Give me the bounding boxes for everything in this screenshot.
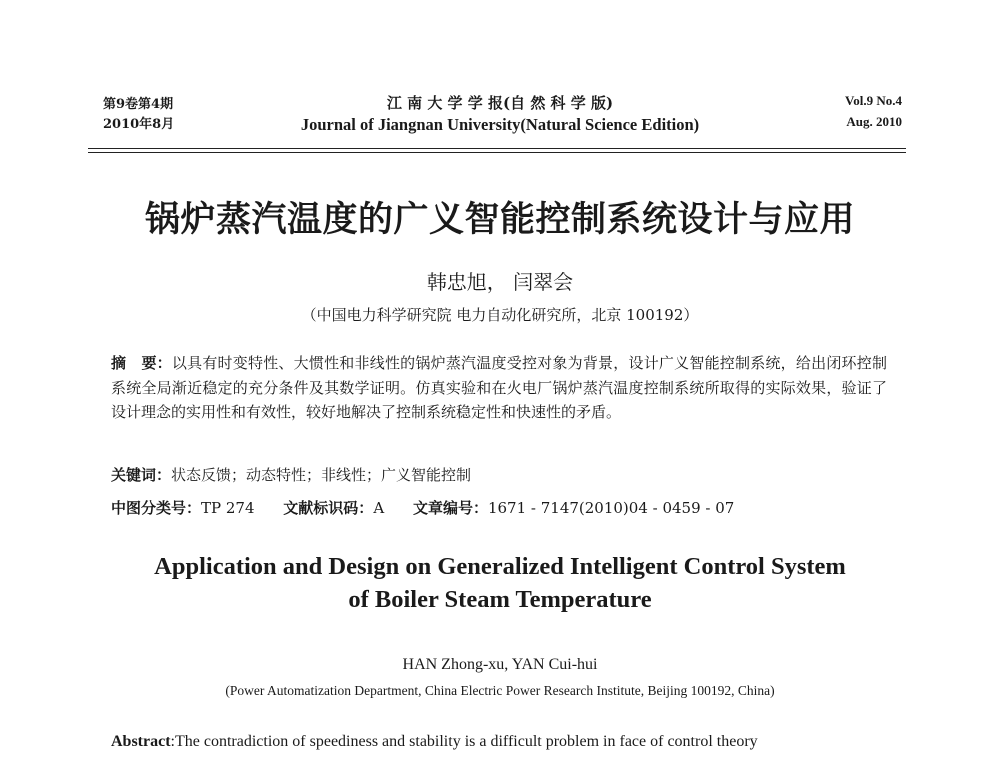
authors-en: HAN Zhong-xu, YAN Cui-hui — [402, 656, 598, 673]
abstract-cn — [111, 351, 887, 425]
journal-title-cn: 江 南 大 学 学 报(自 然 科 学 版) — [386, 94, 614, 112]
abstract-en-text: :The contradiction of speediness and stability is a difficult problem in face of control theory — [170, 733, 758, 750]
clc-value: TP 274 — [201, 499, 255, 517]
header-rule-bottom — [88, 152, 906, 153]
article-number-label: 文章编号： — [412, 499, 488, 517]
article-title-en-line1: Application and Design on Generalized Intelligent Control System — [154, 553, 846, 580]
doc-code-label: 文献标识码： — [283, 499, 374, 517]
affiliation-en: (Power Automatization Department, China Electric Power Research Institute, Beijing 100192, China) — [225, 683, 775, 698]
clc-label: 中图分类号： — [111, 499, 202, 517]
abstract-en — [111, 733, 891, 751]
abstract-en-label: Abstract — [111, 733, 171, 750]
keywords-cn-label: 关键词： — [111, 466, 172, 484]
header-date-cn: 2010年8月 — [103, 117, 175, 132]
journal-title-en: Journal of Jiangnan University(Natural Science Edition) — [300, 115, 700, 134]
article-number-value: 1671 - 7147(2010)04 - 0459 - 07 — [487, 499, 735, 517]
keywords-cn-text: 状态反馈；动态特性；非线性；广义智能控制 — [171, 466, 472, 484]
doc-code-value: A — [373, 499, 385, 517]
classification-line — [111, 497, 734, 518]
article-title-en-line2: of Boiler Steam Temperature — [348, 586, 652, 613]
keywords-cn — [111, 464, 471, 485]
header-volume-en: Vol.9 No.4 — [845, 93, 902, 108]
header-date-en: Aug. 2010 — [846, 114, 902, 129]
header-rule-top — [88, 148, 906, 149]
abstract-cn-text: 以具有时变特性、大惯性和非线性的锅炉蒸汽温度受控对象为背景，设计广义智能控制系统，给出闭环控制系统全局渐近稳定的充分条件及其数学证明。仿真实验和在火电厂锅炉蒸汽温度控制系统所取得的实际效果，验证了设计理念的实用性和有效性，较好地解决了控制系统稳定性和快速性的矛盾。 — [111, 354, 887, 422]
article-title-en — [0, 550, 1000, 616]
abstract-cn-label: 摘 要： — [111, 354, 172, 372]
article-title-cn: 锅炉蒸汽温度的广义智能控制系统设计与应用 — [144, 199, 855, 240]
authors-cn: 韩忠旭， 闫翠会 — [426, 270, 574, 294]
affiliation-cn: （中国电力科学研究院 电力自动化研究所，北京 100192） — [301, 306, 699, 324]
header-volume-cn: 第9卷第4期 — [103, 97, 174, 112]
